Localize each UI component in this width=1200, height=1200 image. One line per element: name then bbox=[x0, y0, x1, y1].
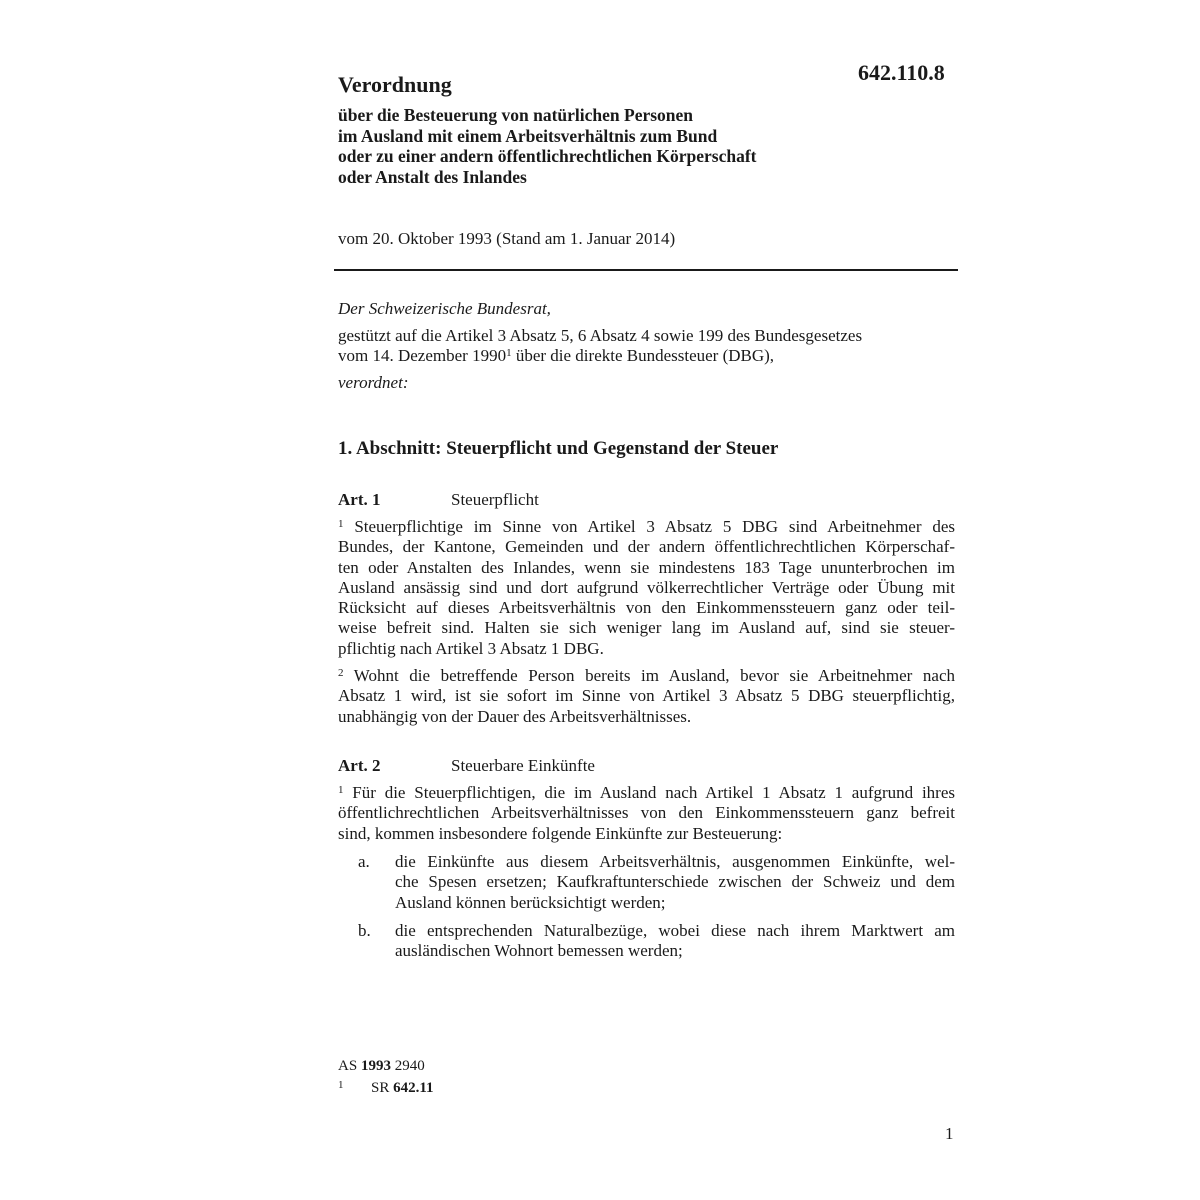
list-item-line: die Einkünfte aus diesem Arbeitsverhältnis, ausgenommen Einkünfte, wel- bbox=[395, 852, 955, 871]
paragraph-line: öffentlichrechtlichen Arbeitsverhältnisses von den Einkommenssteuern ganz befreit bbox=[338, 803, 955, 823]
paragraph-line: sind, kommen insbesondere folgende Einkünfte zur Besteuerung: bbox=[338, 823, 783, 843]
subtitle-line: im Ausland mit einem Arbeitsverhältnis zum Bund bbox=[338, 125, 718, 146]
paragraph-line: ten oder Anstalten des Inlandes, wenn sie mindestens 183 Tage ununterbrochen im bbox=[338, 557, 955, 577]
subtitle-line: über die Besteuerung von natürlichen Personen bbox=[338, 105, 694, 125]
list-item-line: ausländischen Wohnort bemessen werden; bbox=[395, 941, 683, 961]
paragraph-line: Ausland ansässig sind und dort aufgrund völkerrechtlicher Verträge oder Übung mit bbox=[338, 577, 955, 597]
article-paragraph bbox=[338, 783, 955, 844]
paragraph-line bbox=[338, 783, 955, 803]
list-item-body bbox=[395, 852, 955, 913]
list-item-body bbox=[395, 921, 955, 962]
paragraph-number: 1 bbox=[338, 518, 344, 530]
header-divider bbox=[334, 269, 958, 271]
paragraph-line: weise befreit sind. Halten sie sich weniger lang im Ausland auf, sind sie steuer- bbox=[338, 618, 955, 638]
preamble-authority: Der Schweizerische Bundesrat, bbox=[338, 299, 551, 318]
list-item bbox=[338, 921, 955, 962]
preamble-basis-line bbox=[338, 346, 955, 366]
sr-number: 642.110.8 bbox=[858, 60, 945, 85]
paragraph-number: 1 bbox=[338, 784, 344, 796]
article-paragraph bbox=[338, 666, 955, 727]
article-title: Steuerpflicht bbox=[451, 490, 539, 509]
preamble-basis bbox=[338, 326, 955, 367]
preamble-text: vom 14. Dezember 1990 bbox=[338, 346, 507, 366]
footnote-text: AS bbox=[338, 1058, 361, 1074]
paragraph-line: pflichtig nach Artikel 3 Absatz 1 DBG. bbox=[338, 638, 604, 658]
paragraph-line: unabhängig von der Dauer des Arbeitsverhältnisses. bbox=[338, 706, 692, 726]
section-heading: 1. Abschnitt: Steuerpflicht und Gegenstand der Steuer bbox=[338, 438, 779, 459]
footnote-year: 1993 bbox=[360, 1058, 391, 1074]
article-number: Art. 1 bbox=[338, 490, 381, 509]
paragraph-line: Bundes, der Kantone, Gemeinden und der andern öffentlichrechtlichen Körperschaf- bbox=[338, 537, 955, 557]
list-item-line: die entsprechenden Naturalbezüge, wobei diese nach ihrem Marktwert am bbox=[395, 921, 955, 940]
footnote-text: SR bbox=[371, 1080, 394, 1096]
date-line: vom 20. Oktober 1993 (Stand am 1. Januar 2014) bbox=[338, 229, 676, 248]
subtitle-line: oder Anstalt des Inlandes bbox=[338, 166, 527, 187]
footnote-as bbox=[338, 1058, 425, 1075]
footnote-text: 2940 bbox=[390, 1058, 425, 1074]
preamble-text: über die direkte Bundessteuer (DBG), bbox=[511, 346, 775, 366]
list-item-marker: a. bbox=[358, 852, 370, 871]
article-number: Art. 2 bbox=[338, 756, 381, 775]
article-heading bbox=[338, 756, 595, 776]
paragraph-line bbox=[338, 517, 955, 537]
list-item-line: Ausland können berücksichtigt werden; bbox=[395, 892, 666, 912]
footnote-sr-reference: 642.11 bbox=[393, 1080, 434, 1096]
page-number: 1 bbox=[945, 1124, 954, 1143]
footnote-1 bbox=[338, 1079, 434, 1097]
paragraph-line bbox=[338, 666, 955, 686]
article-heading bbox=[338, 490, 539, 510]
preamble-decree: verordnet: bbox=[338, 373, 409, 392]
paragraph-line: Rücksicht auf dieses Arbeitsverhältnis von den Einkommenssteuern ganz oder teil- bbox=[338, 598, 955, 618]
subtitle-line: oder zu einer andern öffentlichrechtlichen Körperschaft bbox=[338, 146, 757, 166]
paragraph-number: 2 bbox=[338, 667, 344, 679]
paragraph-text: Für die Steuerpflichtigen, die im Ausland nach Artikel 1 Absatz 1 aufgrund ihres bbox=[352, 783, 955, 802]
paragraph-line: Absatz 1 wird, ist sie sofort im Sinne von Artikel 3 Absatz 5 DBG steuerpflichtig, bbox=[338, 686, 955, 706]
paragraph-text: Wohnt die betreffende Person bereits im Ausland, bevor sie Arbeitnehmer nach bbox=[353, 666, 955, 685]
footnote-marker: 1 bbox=[338, 1079, 344, 1091]
article-paragraph bbox=[338, 517, 955, 659]
preamble-basis-line: gestützt auf die Artikel 3 Absatz 5, 6 Absatz 4 sowie 199 des Bundesgesetzes bbox=[338, 326, 863, 345]
list-item-marker: b. bbox=[358, 921, 371, 940]
list-item bbox=[338, 852, 955, 913]
document-title: Verordnung bbox=[338, 72, 452, 97]
footnote-reference: 1 bbox=[506, 347, 512, 360]
document-subtitle bbox=[338, 105, 898, 187]
list-item-line: che Spesen ersetzen; Kaufkraftunterschiede zwischen der Schweiz und dem bbox=[395, 872, 955, 892]
article-title: Steuerbare Einkünfte bbox=[451, 756, 595, 775]
paragraph-text: Steuerpflichtige im Sinne von Artikel 3 Absatz 5 DBG sind Arbeitnehmer des bbox=[354, 517, 955, 536]
